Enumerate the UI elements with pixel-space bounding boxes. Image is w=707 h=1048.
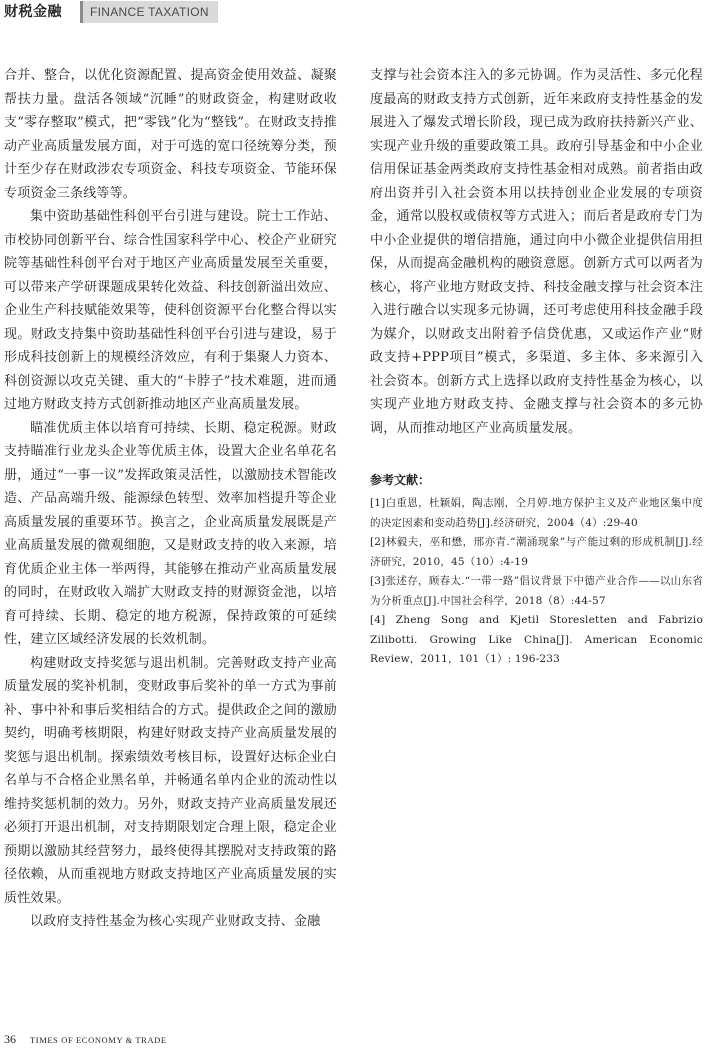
left-column	[4, 64, 337, 934]
page-number: 36	[4, 1032, 16, 1046]
page-footer	[4, 1030, 167, 1044]
running-header	[0, 0, 707, 24]
journal-name: TIMES OF ECONOMY & TRADE	[30, 1035, 167, 1045]
body-paragraph: 集中资助基础性科创平台引进与建设。院士工作站、市校协同创新平台、综合性国家科学中心、校企产业研究院等基础性科创平台对于地区产业高质量发展至关重要，可以带来产学研课题成果转化效益、科技创新溢出效应、企业生产科技赋能效果等，使科创资源平台化整合得以实现。财政支持集中资助基础性科创平台引进与建设，易于形成科技创新上的规模经济效应，有利于集聚人力资本、科创资源以攻克关键、重大的“卡脖子”技术难题，进而通过地方财政支持方式创新推动地区产业高质量发展。	[4, 209, 337, 412]
body-paragraph: 合并、整合，以优化资源配置、提高资金使用效益、凝聚帮扶力量。盘活各领域“沉睡”的财政资金，构建财政收支“零存整取”模式，把“零钱”化为“整钱”。在财政支持推动产业高质量发展方面，对于可选的宽口径统筹分类，预计至少存在财政涉农专项资金、科技专项资金、节能环保专项资金三条线等等。	[4, 68, 337, 201]
section-title-cn: 财税金融	[4, 4, 62, 20]
reference-item: [4] Zheng Song and Kjetil Storesletten and Fabrizio Zilibotti. Growing Like China[J]. American Economic Review，2011，101（1）: 196-233	[370, 614, 703, 665]
reference-item: [3]张述存，顾春太.“一带一路”倡议背景下中德产业合作——以山东省为分析重点[J].中国社会科学，2018（8）:44-57	[370, 575, 703, 607]
body-paragraph: 瞄准优质主体以培育可持续、长期、稳定税源。财政支持瞄准行业龙头企业等优质主体，设置大企业名单花名册，通过“一事一议”发挥政策灵活性，以激励技术智能改造、产品高端升级、能源绿色转型、效率加档提升等企业高质量发展的重要环节。换言之，企业高质量发展既是产业高质量发展的微观细胞，又是财政支持的收入来源，培育优质企业主体一举两得，其能够在推动产业高质量发展的同时，在财政收入端扩大财政支持的财源资金池，以培育可持续、长期、稳定的地方税源，保持政策的可延续性，建立区域经济发展的长效机制。	[4, 420, 337, 647]
body-paragraph: 支撑与社会资本注入的多元协调。作为灵活性、多元化程度最高的财政支持方式创新，近年来政府支持性基金的发展进入了爆发式增长阶段，现已成为政府扶持新兴产业、实现产业升级的重要政策工具。政府引导基金和中小企业信用保证基金两类政府支持性基金相对成熟。前者指由政府出资并引入社会资本用以扶持创业企业发展的专项资金，通常以股权或债权等方式进入；而后者是政府专门为中小企业提供的增信措施，通过向中小微企业提供信用担保，从而提高金融机构的融资意愿。创新方式可以两者为核心，将产业地方财政支持、科技金融支撑与社会资本注入进行融合以实现多元协调，还可考虑使用科技金融手段为媒介，以财政支出附着予信贷优惠，又或运作产业“财政支持+PPP项目”模式，多渠道、多主体、多来源引入社会资本。创新方式上选择以政府支持性基金为核心，以实现产业地方财政支持、金融支撑与社会资本的多元协调，从而推动地区产业高质量发展。	[370, 68, 703, 436]
reference-item: [2]林毅夫，巫和懋，邢亦青.“潮涌现象”与产能过剩的形成机制[J].经济研究，2010，45（10）:4-19	[370, 536, 703, 568]
body-paragraph: 构建财政支持奖惩与退出机制。完善财政支持产业高质量发展的奖补机制，变财政事后奖补的单一方式为事前补、事中补和事后奖相结合的方式。提供政企之间的激励契约，明确考核期限，构建好财政支持产业高质量发展的奖惩与退出机制。探索绩效考核目标，设置好达标企业白名单与不合格企业黑名单，并畅通名单内企业的流动性以维持奖惩机制的效力。另外，财政支持产业高质量发展还必须打开退出机制，对支持期限划定合理上限，稳定企业预期以激励其经营努力，最终使得其摆脱对支持政策的路径依赖，从而重视地方财政支持地区产业高质量发展的实质性效果。	[4, 655, 337, 906]
references-heading: 参考文献：	[370, 473, 431, 487]
body-paragraph: 以政府支持性基金为核心实现产业财政支持、金融	[30, 914, 321, 929]
section-title-en: FINANCE TAXATION	[80, 1, 218, 23]
reference-item: [1]白重恩，杜颖娟，陶志刚，仝月婷.地方保护主义及产业地区集中度的决定因素和变动趋势[J].经济研究，2004（4）:29-40	[370, 497, 703, 529]
right-column	[370, 64, 703, 670]
